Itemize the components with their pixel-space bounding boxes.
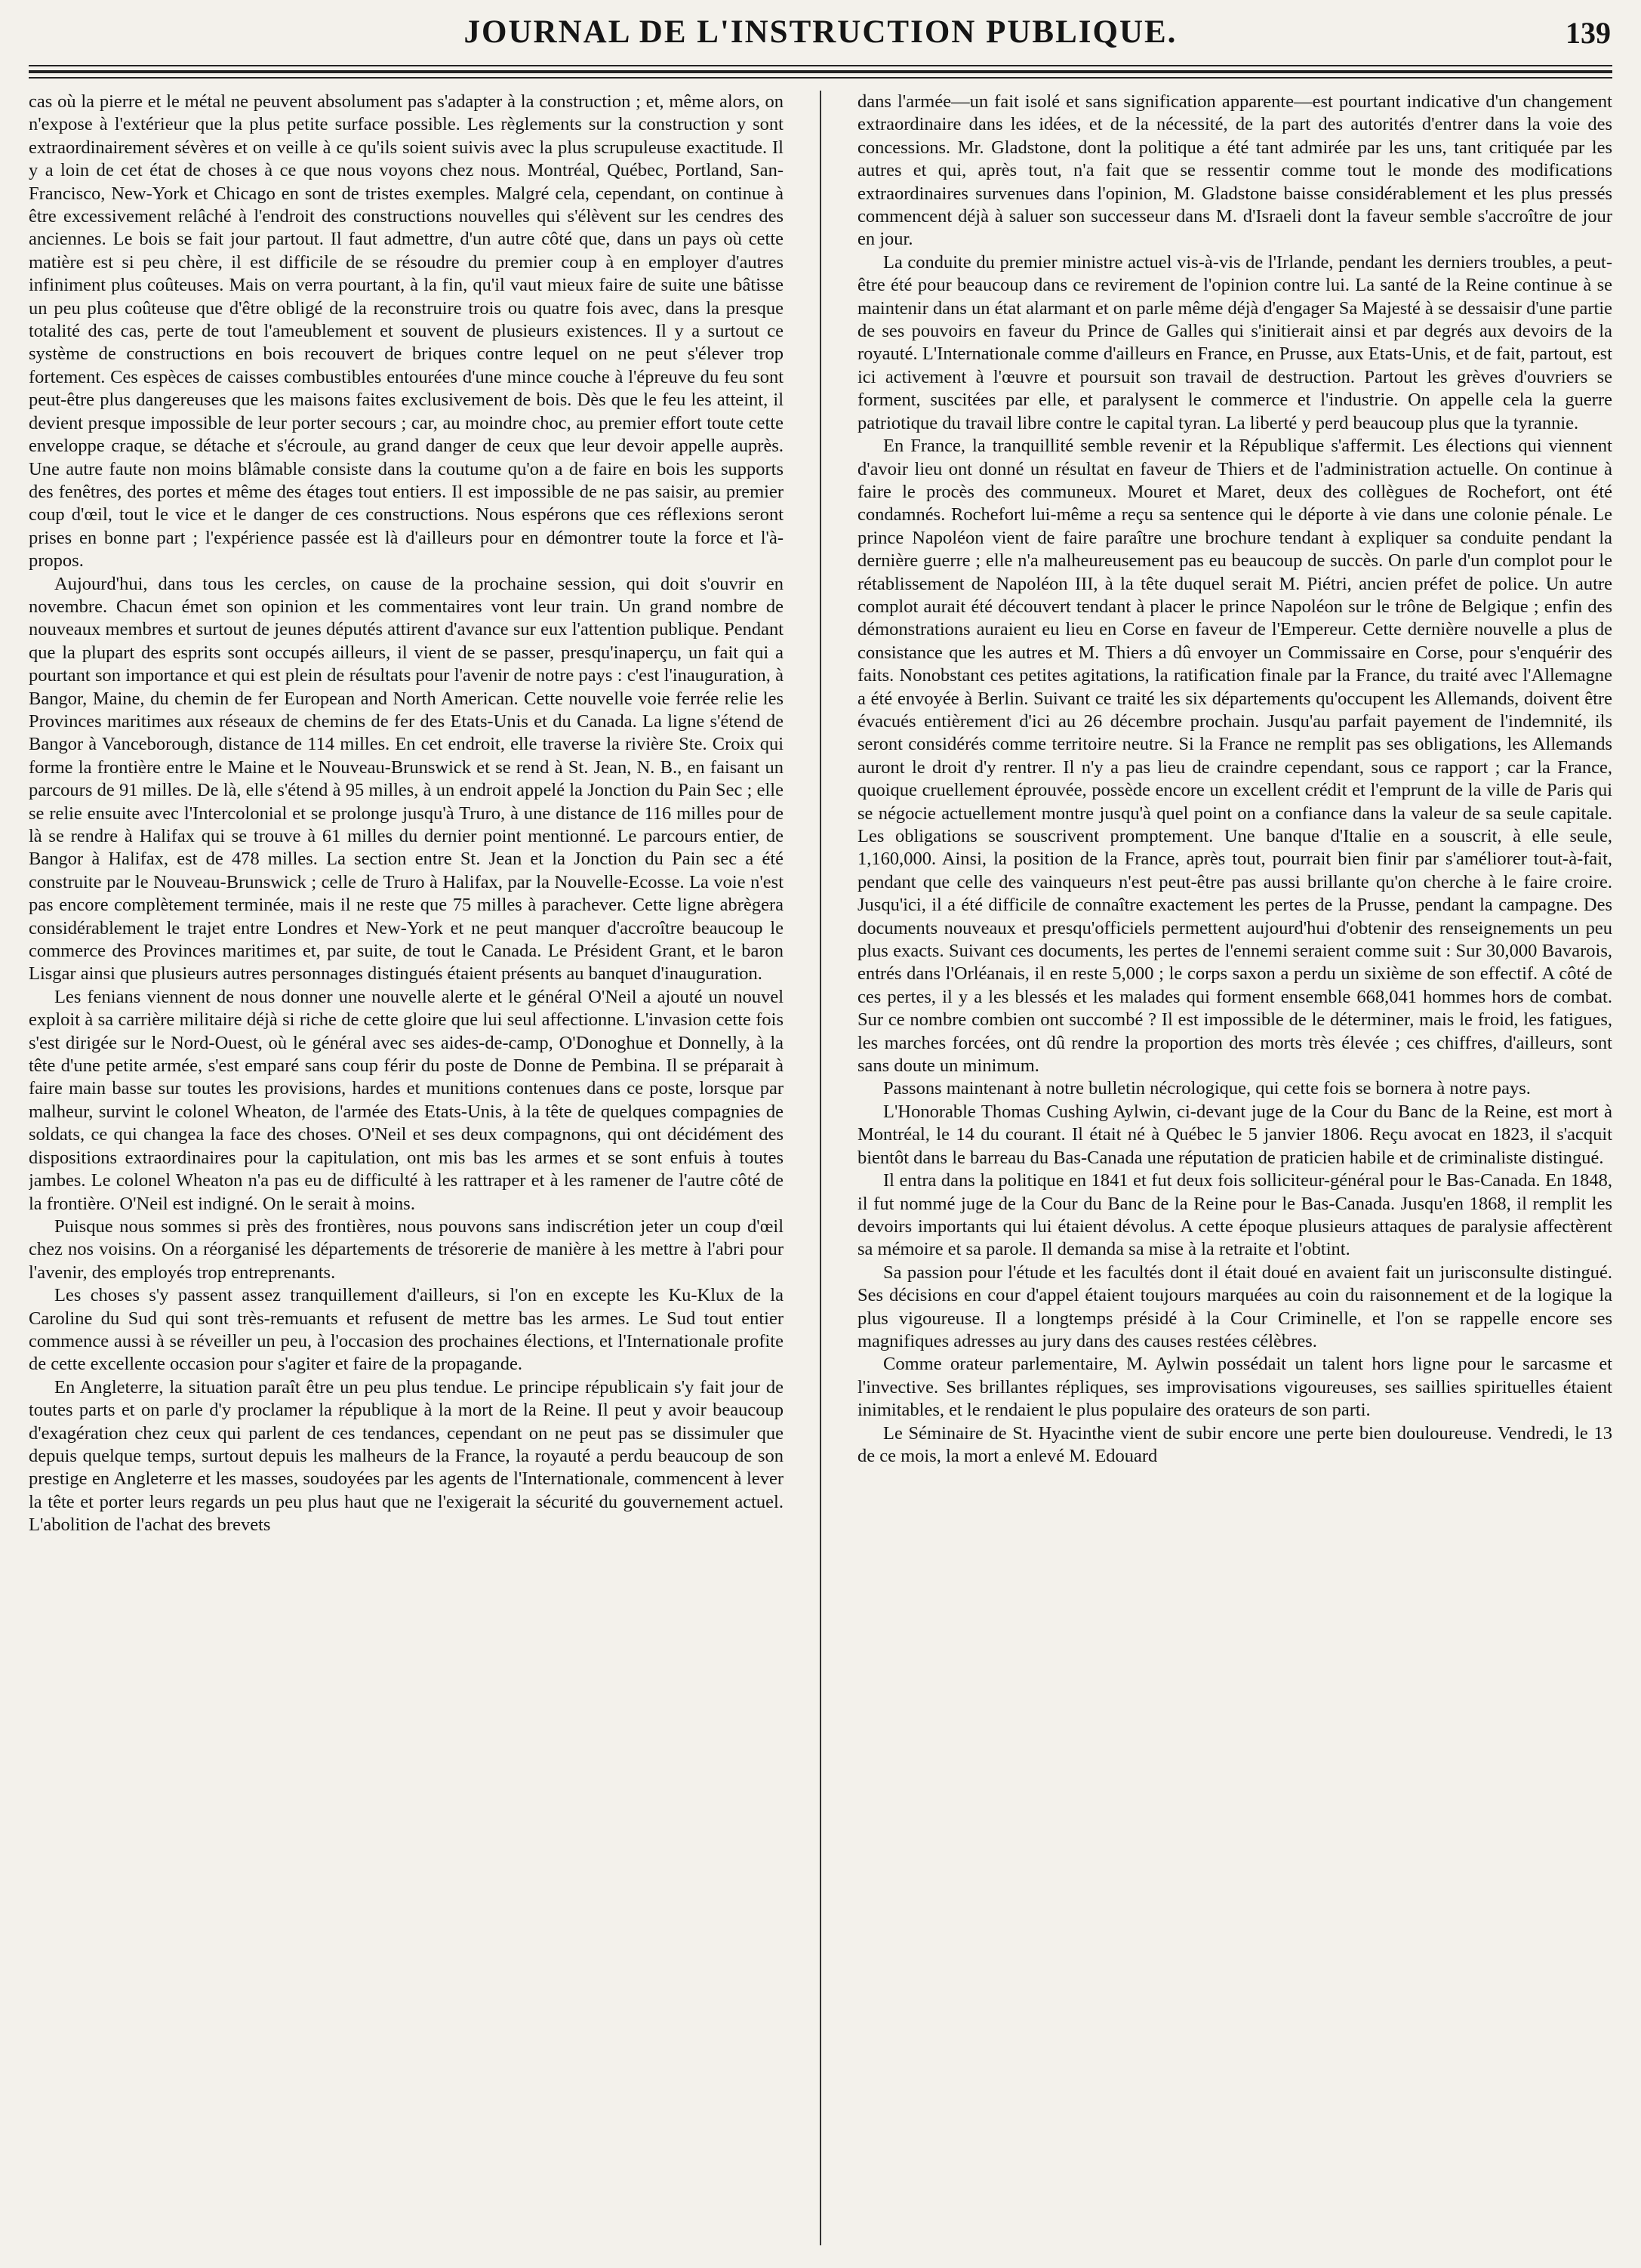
column-divider (820, 91, 821, 2245)
header-rule (29, 77, 1612, 79)
article-paragraph: Les choses s'y passent assez tranquillement d'ailleurs, si l'on en excepte les Ku-Klux de la Caroline du Sud qui sont très-remuants et refusent de mettre bas les armes. Le Sud tout entier commence aussi à se réveiller un peu, à l'occasion des prochaines élections, et l'Internationale profite de cette excellente occasion pour s'agiter et faire de la propagande. (29, 1285, 784, 1375)
left-column (29, 91, 784, 2245)
header-rule (29, 70, 1612, 73)
page-header (29, 0, 1612, 60)
article-paragraph: Les fenians viennent de nous donner une nouvelle alerte et le général O'Neil a ajouté un nouvel exploit à sa carrière militaire déjà si riche de cette gloire que lui seul affectionne. L'invasion cette fois s'est dirigée sur le Nord-Ouest, où le général avec ses aides-de-camp, O'Donoghue et Donnelly, à la tête d'une petite armée, s'est emparé sans coup férir du poste de Donne de Pembina. Il se préparait à faire main basse sur toutes les provisions, hardes et munitions contenues dans ce poste, lorsque par malheur, survint le colonel Wheaton, de l'armée des Etats-Unis, à la tête de quelques compagnies de soldats, ce qui changea la face des choses. O'Neil et ses deux compagnons, qui ont décidément des dispositions extraordinaires pour la capitulation, ont mis bas les armes et se sont enfuis à toutes jambes. Le colonel Wheaton n'a pas eu de difficulté à les rattraper et à les ramener de l'autre côté de la frontière. O'Neil est indigné. On le serait à moins. (29, 986, 784, 1214)
article-paragraph: Sa passion pour l'étude et les facultés dont il était doué en avaient fait un jurisconsulte distingué. Ses décisions en cour d'appel étaient toujours marquées au coin du raisonnement et de la logique la plus vigoureuse. Il a longtemps présidé à la Cour Criminelle, et l'on se rappelle encore ses magnifiques adresses au jury dans des causes restées célèbres. (857, 1262, 1612, 1351)
article-paragraph: En Angleterre, la situation paraît être un peu plus tendue. Le principe républicain s'y fait jour de toutes parts et on parle d'y proclamer la république à la mort de la Reine. Il peut y avoir beaucoup d'exagération chez ceux qui parlent de ces tendances, cependant on ne peut pas se dissimuler que depuis quelque temps, surtout depuis les malheurs de la France, la royauté a perdu beaucoup de son prestige en Angleterre et les masses, soudoyées par les agents de l'Internationale, commencent à lever la tête et porter leurs regards un peu plus haut que ne l'exigerait la sécurité du gouvernement actuel. L'abolition de l'achat des brevets (29, 1376, 784, 1536)
article-paragraph: Aujourd'hui, dans tous les cercles, on cause de la prochaine session, qui doit s'ouvrir en novembre. Chacun émet son opinion et les commentaires vont leur train. Un grand nombre de nouveaux membres et surtout de jeunes députés attirent d'avance sur eux l'attention publique. Pendant que la plupart des esprits sont occupés ailleurs, il vient de se passer, presqu'inaperçu, un fait qui a pourtant son importance et qui est plein de résultats pour l'avenir de notre pays : c'est l'inauguration, à Bangor, Maine, du chemin de fer European and North American. Cette nouvelle voie ferrée relie les Provinces maritimes aux réseaux de chemins de fer des Etats-Unis et du Canada. La ligne s'étend de Bangor à Vanceborough, distance de 114 milles. En cet endroit, elle traverse la rivière Ste. Croix qui forme la frontière entre le Maine et le Nouveau-Brunswick et se rend à St. Jean, N. B., en faisant un parcours de 91 milles. De là, elle s'étend à 95 milles, à un endroit appelé la Jonction du Pain Sec ; elle se relie ensuite avec l'Intercolonial et se prolonge jusqu'à Truro, à une distance de 116 milles pour de là se rendre à Halifax qui se trouve à 61 milles du dernier point mentionné. Le parcours entier, de Bangor à Halifax, est de 478 milles. La section entre St. Jean et la Jonction du Pain sec a été construite par le Nouveau-Brunswick ; celle de Truro à Halifax, par la Nouvelle-Ecosse. La voie n'est pas encore complètement terminée, mais il ne reste que 75 milles à parachever. Cette ligne abrègera considérablement le trajet entre Londres et New-York et ne peut manquer d'accroître beaucoup le commerce des Provinces maritimes et, par suite, de tout le Canada. Le Président Grant, et le baron Lisgar ainsi que plusieurs autres personnages distingués étaient présents au banquet d'inauguration. (29, 573, 784, 985)
article-paragraph: En France, la tranquillité semble revenir et la République s'affermit. Les élections qui viennent d'avoir lieu ont donné un résultat en faveur de Thiers et de l'administration actuelle. On continue à faire le procès des communeux. Mouret et Maret, deux des collègues de Rochefort, ont été condamnés. Rochefort lui-même a reçu sa sentence qui le déporte à vie dans une colonie pénale. Le prince Napoléon vient de faire paraître une brochure tendant à expliquer sa conduite pendant la dernière guerre ; elle n'a malheureusement pas eu beaucoup de succès. On parle d'un complot pour le rétablissement de Napoléon III, à la tête duquel serait M. Piétri, ancien préfet de police. Un autre complot aurait été découvert tendant à placer le prince Napoléon sur le trône de Belgique ; enfin des démonstrations auraient eu lieu en Corse en faveur de l'Empereur. Cette dernière nouvelle a plus de consistance que les autres et M. Thiers a dû envoyer un Commissaire en Corse, pour s'enquérir des faits. Nonobstant ces petites agitations, la ratification finale par la France, du traité avec l'Allemagne a été envoyée à Berlin. Suivant ce traité les six départements qu'occupent les Allemands, doivent être évacués entièrement d'ici au 26 décembre prochain. Jusqu'au parfait payement de l'indemnité, ils seront considérés comme territoire neutre. Si la France ne remplit pas ses obligations, les Allemands auront le droit d'y rentrer. Il n'y a pas lieu de craindre cependant, sous ce rapport ; car la France, quoique cruellement éprouvée, possède encore un excellent crédit et l'emprunt de la ville de Paris qui se négocie actuellement montre jusqu'à quel point on a confiance dans la valeur de sa seule capitale. Les obligations se souscrivent promptement. Une banque d'Italie en a souscrit, à elle seule, 1,160,000. Ainsi, la position de la France, après tout, pourrait bien finir par s'améliorer tout-à-fait, pendant que celle des vainqueurs n'est peut-être pas aussi brillante qu'on cherche à le faire croire. Jusqu'ici, il a été difficile de connaître exactement les pertes de la Prusse, pendant la campagne. Des documents nouveaux et presqu'officiels permettent aujourd'hui d'obtenir des renseignements un peu plus exacts. Suivant ces documents, les pertes de l'ennemi seraient comme suit : Sur 30,000 Bavarois, entrés dans l'Orléanais, il en reste 5,000 ; le corps saxon a perdu un sixième de son effectif. A côté de ces pertes, il y a les blessés et les malades qui forment ensemble 668,041 hommes hors de combat. Sur ce nombre combien ont succombé ? Il est impossible de le déterminer, mais le froid, les fatigues, les marches forcées, ont dû rendre la proportion des morts très élevée ; ces chiffres, d'ailleurs, sont sans doute un minimum. (857, 436, 1612, 1077)
article-paragraph: L'Honorable Thomas Cushing Aylwin, ci-devant juge de la Cour du Banc de la Reine, est mort à Montréal, le 14 du courant. Il était né à Québec le 5 janvier 1806. Reçu avocat en 1823, il s'acquit bientôt dans le barreau du Bas-Canada une réputation de praticien habile et de criminaliste distingué. (857, 1101, 1612, 1168)
journal-title: JOURNAL DE L'INSTRUCTION PUBLIQUE. (463, 14, 1178, 50)
article-paragraph: cas où la pierre et le métal ne peuvent absolument pas s'adapter à la construction ; et, même alors, on n'expose à l'extérieur que la plus petite surface possible. Les règlements sur la construction y sont extraordinairement sévères et on veille à ce qu'ils soient suivis avec la plus scrupuleuse exactitude. Il y a loin de cet état de choses à ce que nous voyons chez nous. Montréal, Québec, Portland, San-Francisco, New-York et Chicago en sont de tristes exemples. Malgré cela, cependant, on continue à être excessivement relâché à l'endroit des constructions nouvelles qui s'élèvent sur les cendres des anciennes. Le bois se fait jour partout. Il faut admettre, d'un autre côté que, dans un pays où cette matière est si peu chère, il est difficile de se résoudre du premier coup à en employer d'autres infiniment plus coûteuses. Mais on verra pourtant, à la fin, qu'il vaut mieux faire de suite une bâtisse un peu plus coûteuse que d'être obligé de la reconstruire trois ou quatre fois avec, dans la presque totalité des cas, perte de tout l'ameublement et souvent de plusieurs existences. Il y a surtout ce système de constructions en bois recouvert de briques contre lequel on ne peut s'élever trop fortement. Ces espèces de caisses combustibles entourées d'une mince couche à l'épreuve du feu sont peut-être plus dangereuses que les maisons faites exclusivement de bois. Dès que le feu les atteint, il devient presque impossible de leur porter secours ; car, au moindre choc, au premier effort toute cette enveloppe craque, se détache et s'écroule, au grand danger de ceux que leur devoir appelle auprès. Une autre faute non moins blâmable consiste dans la coutume qu'on a de faire en bois les supports des fenêtres, des portes et même des étages tout entiers. Il est impossible de ne pas saisir, au premier coup d'œil, tout le vice et le danger de ces constructions. Nous espérons que ces réflexions seront prises en bonne part ; l'expérience passée est là d'ailleurs pour en démontrer toute la force et l'à-propos. (29, 91, 784, 572)
article-paragraph: La conduite du premier ministre actuel vis-à-vis de l'Irlande, pendant les derniers troubles, a peut-être été pour beaucoup dans ce revirement de l'opinion contre lui. La santé de la Reine continue à se maintenir dans un état alarmant et on parle même déjà d'engager Sa Majesté à se dessaisir d'une partie de ses pouvoirs en faveur du Prince de Galles qui s'initierait ainsi et par degrés aux devoirs de la royauté. L'Internationale comme d'ailleurs en France, en Prusse, aux Etats-Unis, et de fait, partout, est ici activement à l'œuvre et poursuit son travail de destruction. Partout les grèves d'ouvriers se forment, suscitées par elle, et paralysent le commerce et l'industrie. On appelle cela la guerre patriotique du travail libre contre le capital tyran. La liberté y perd beaucoup plus que la tyrannie. (857, 251, 1612, 433)
header-rule (29, 65, 1612, 66)
page-number: 139 (1566, 16, 1611, 50)
right-column (857, 91, 1612, 2245)
article-paragraph: Comme orateur parlementaire, M. Aylwin possédait un talent hors ligne pour le sarcasme et l'invective. Ses brillantes répliques, ses improvisations vigoureuses, ses saillies spirituelles étaient inimitables, et le rendaient le plus populaire des orateurs de son parti. (857, 1354, 1612, 1421)
article-columns (29, 91, 1612, 2245)
article-paragraph: Il entra dans la politique en 1841 et fut deux fois solliciteur-général pour le Bas-Canada. En 1848, il fut nommé juge de la Cour du Banc de la Reine pour le Bas-Canada. Jusqu'en 1868, il remplit les devoirs importants qui lui étaient dévolus. A cette époque plusieurs attaques de paralysie affectèrent sa mémoire et sa parole. Il demanda sa mise à la retraite et l'obtint. (857, 1170, 1612, 1260)
article-paragraph: Le Séminaire de St. Hyacinthe vient de subir encore une perte bien douloureuse. Vendredi, le 13 de ce mois, la mort a enlevé M. Edouard (857, 1422, 1612, 1466)
article-paragraph: dans l'armée—un fait isolé et sans signification apparente—est pourtant indicative d'un changement extraordinaire dans les idées, et de la nécessité, de la part des autorités d'entrer dans la voie des concessions. Mr. Gladstone, dont la politique a été tant admirée par les uns, tant critiquée par les autres et qui, après tout, n'a fait que se ressentir comme tout le monde des modifications extraordinaires survenues dans l'opinion, M. Gladstone baisse considérablement et les plus pressés commencent déjà à saluer son successeur dans M. d'Israeli dont la faveur semble s'accroître de jour en jour. (857, 91, 1612, 250)
article-paragraph: Puisque nous sommes si près des frontières, nous pouvons sans indiscrétion jeter un coup d'œil chez nos voisins. On a réorganisé les départements de trésorerie de manière à les mettre à l'abri pour l'avenir, des employés trop entreprenants. (29, 1216, 784, 1283)
article-paragraph: Passons maintenant à notre bulletin nécrologique, qui cette fois se bornera à notre pays. (883, 1078, 1531, 1099)
